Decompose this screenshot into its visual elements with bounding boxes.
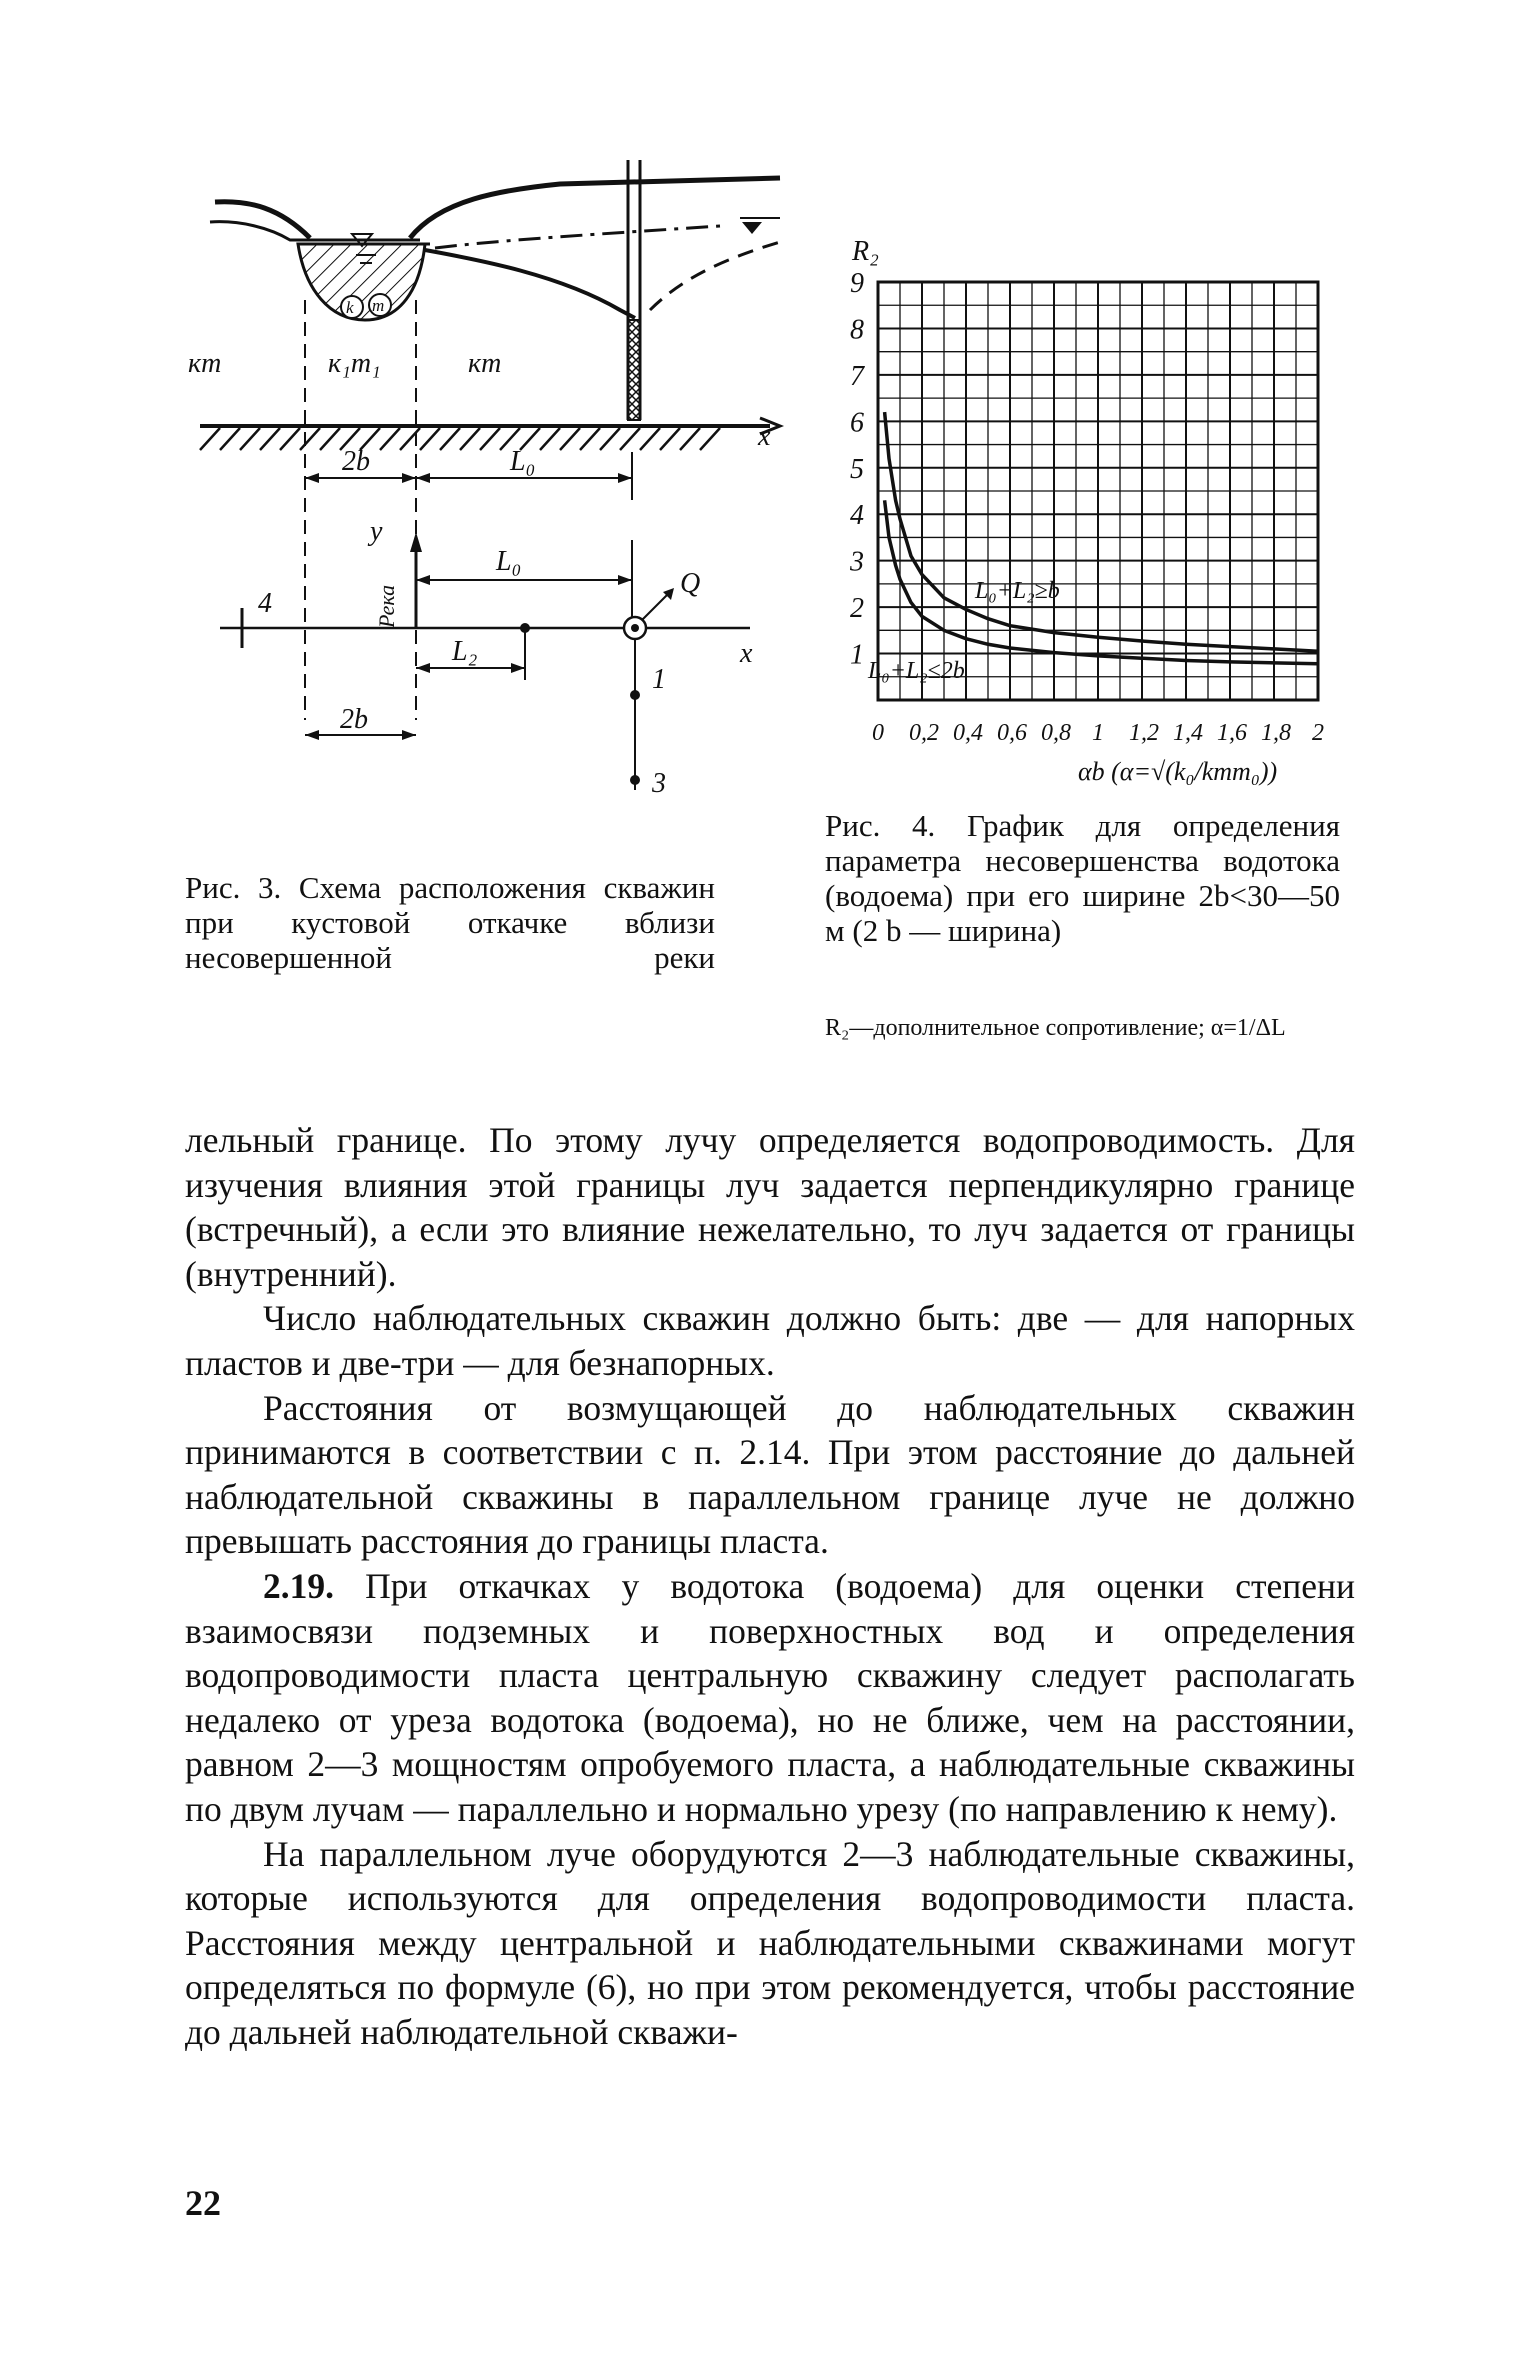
figure-3-caption: Рис. 3. Схема расположения скважин при кустовой откачке вблизи несовершенной реки bbox=[185, 870, 715, 975]
dashed-curve bbox=[650, 242, 780, 310]
y-tick-label: 7 bbox=[850, 360, 864, 392]
x-axis-label: αb (α=√(k₀/kmm₀)) bbox=[1078, 757, 1278, 786]
static-level bbox=[435, 226, 720, 248]
svg-text:Река: Река bbox=[374, 584, 399, 628]
svg-text:2b: 2b bbox=[340, 704, 368, 735]
water-level-marker-right bbox=[742, 222, 762, 234]
svg-text:k: k bbox=[346, 298, 354, 317]
figure-3-diagram bbox=[180, 160, 800, 800]
paragraph-1: лельный границе. По этому лучу определяется водопроводимость. Для изучения влияния этой границы луч задается перпендикулярно границе (встречный), а если это влияние нежелательно, то луч задается от границы (внутренний). bbox=[185, 1120, 1355, 1294]
well-1 bbox=[630, 690, 640, 700]
svg-text:кm: кm bbox=[188, 348, 222, 379]
y-tick-label: 3 bbox=[850, 546, 864, 578]
figure-4-chart bbox=[820, 230, 1340, 790]
paragraph-2: Число наблюдательных скважин должно быть: две — для напорных пластов и две-три — для безнапорных. bbox=[185, 1298, 1355, 1383]
svg-text:L₀: L₀ bbox=[496, 546, 522, 577]
x-tick-label: 2 bbox=[1312, 720, 1324, 746]
svg-text:1: 1 bbox=[652, 664, 666, 695]
terrain-left bbox=[215, 202, 310, 238]
y-tick-label: 9 bbox=[850, 268, 864, 299]
series-label-1: L₀+L₂≥b bbox=[975, 578, 1060, 604]
page-number: 22 bbox=[185, 2183, 221, 2223]
y-tick-label: 4 bbox=[850, 500, 864, 532]
y-axis-label: R₂ bbox=[852, 236, 879, 267]
x-tick-label: 0,2 bbox=[909, 720, 939, 746]
paragraph-3: Расстояния от возмущающей до наблюдательных скважин принимаются в соответствии с п. 2.14. При этом расстояние до дальней наблюдательной скважины в параллельном границе луче не должно превышать расстояния до границы пласта. bbox=[185, 1387, 1355, 1562]
svg-text:2b: 2b bbox=[342, 446, 370, 477]
body-text bbox=[185, 1118, 1355, 2054]
y-tick-label: 8 bbox=[850, 314, 864, 346]
section-number: 2.19. bbox=[263, 1565, 334, 1606]
figure-4-note: R₂—дополнительное сопротивление; α=1/ΔL bbox=[825, 1015, 1286, 1041]
x-tick-label: 1,8 bbox=[1261, 720, 1291, 746]
x-tick-label: 0,6 bbox=[997, 720, 1027, 746]
y-tick-label: 6 bbox=[850, 407, 864, 439]
svg-text:Q: Q bbox=[680, 568, 701, 599]
terrain-right bbox=[410, 178, 780, 238]
svg-text:L₂: L₂ bbox=[452, 636, 478, 667]
base-hatching bbox=[200, 428, 720, 450]
svg-text:y: y bbox=[370, 516, 383, 547]
x-tick-label: 0 bbox=[872, 720, 884, 746]
series-line-1 bbox=[885, 412, 1318, 651]
figure-4-caption: Рис. 4. График для определения параметра несовершенства водотока (водоема) при его ширине 2b<30—50 м (2 b — ширина) bbox=[825, 808, 1340, 948]
paragraph-4-text: При откачках у водотока (водоема) для оценки степени взаимосвязи подземных и поверхностных вод и определения водопроводимости пласта центральную скважину следует располагать недалеко от уреза водотока (водоема), но не ближе, чем на расстоянии, равном 2—3 мощностям опробуемого пласта, а наблюдательные скважины по двум лучам — параллельно и нормально урезу (по направлению к нему). bbox=[185, 1565, 1355, 1829]
svg-text:x: x bbox=[740, 638, 753, 669]
y-tick-label: 2 bbox=[850, 593, 864, 625]
series-label-2: L₀+L₂≤2b bbox=[868, 658, 965, 684]
svg-text:m: m bbox=[372, 296, 385, 315]
y-tick-label: 5 bbox=[850, 453, 864, 485]
x-tick-label: 1 bbox=[1092, 720, 1104, 746]
svg-text:3: 3 bbox=[652, 768, 666, 799]
well-filter bbox=[628, 320, 640, 420]
svg-text:x: x bbox=[758, 421, 771, 452]
x-tick-label: 1,6 bbox=[1217, 720, 1247, 746]
svg-text:4: 4 bbox=[258, 588, 272, 619]
surface-top bbox=[210, 222, 420, 240]
depression-curve bbox=[425, 250, 635, 318]
paragraph-4 bbox=[185, 1564, 1355, 1832]
svg-text:кm: кm bbox=[468, 348, 502, 379]
svg-text:L₀: L₀ bbox=[510, 446, 536, 477]
x-tick-label: 1,4 bbox=[1173, 720, 1203, 746]
x-tick-label: 0,8 bbox=[1041, 720, 1071, 746]
paragraph-5: На параллельном луче оборудуются 2—3 наблюдательные скважины, которые используются для определения водопроводимости пласта. Расстояния между центральной и наблюдательными скважинами могут определяться по формуле (6), но при этом рекомендуется, чтобы расстояние до дальней наблюдательной скважи- bbox=[185, 1833, 1355, 2052]
svg-text:к₁m₁: к₁m₁ bbox=[328, 348, 381, 379]
y-tick-label: 1 bbox=[850, 639, 864, 671]
x-tick-label: 1,2 bbox=[1129, 720, 1159, 746]
x-tick-label: 0,4 bbox=[953, 720, 983, 746]
well-3 bbox=[630, 775, 640, 785]
